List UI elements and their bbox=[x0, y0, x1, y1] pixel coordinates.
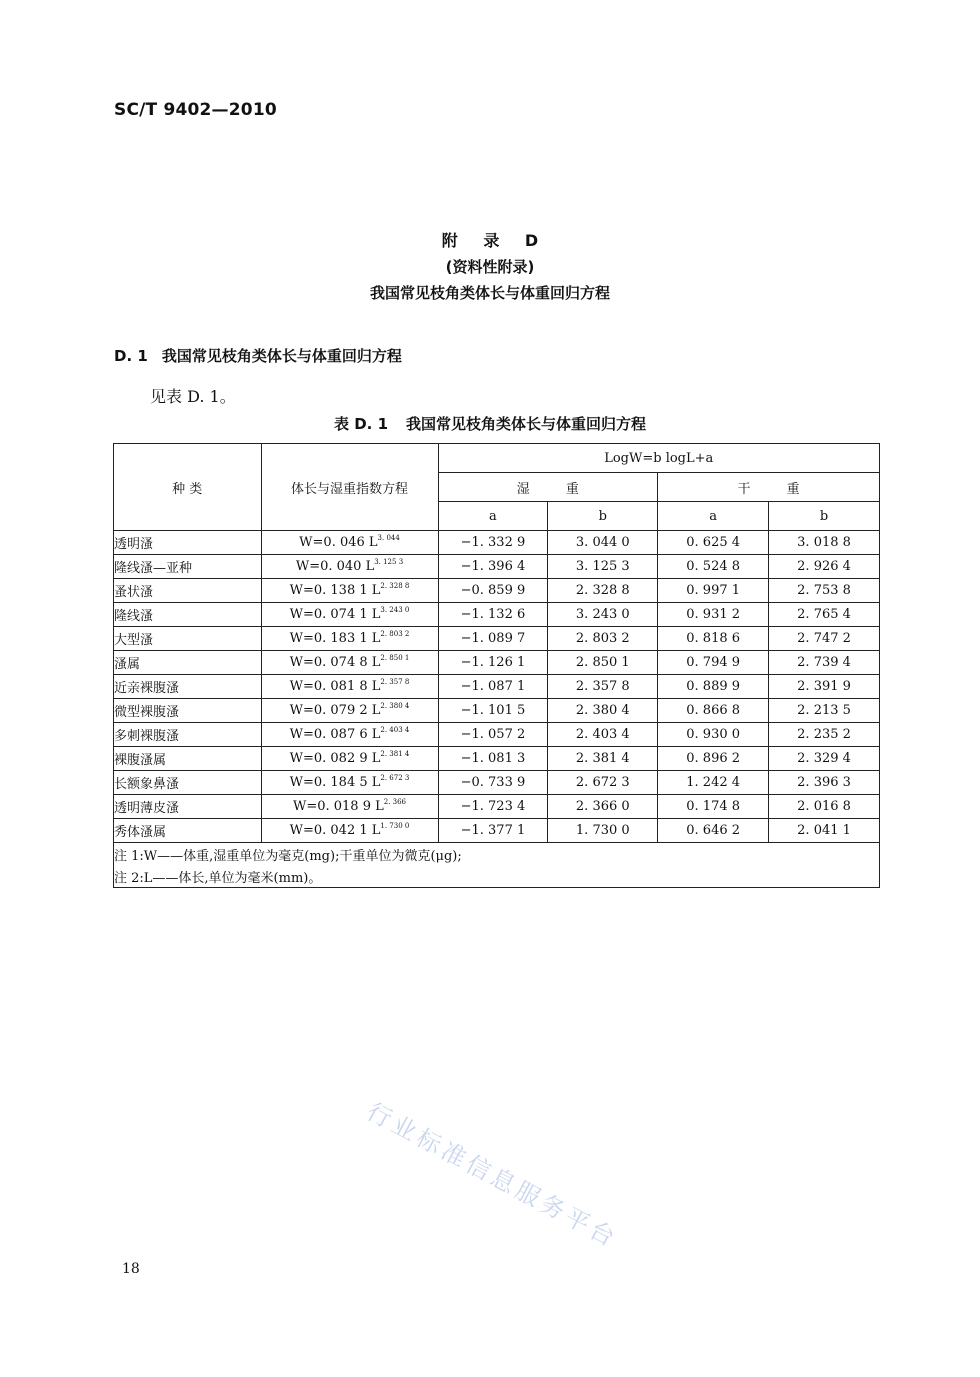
table-note-1: 注 1:W——体重,湿重单位为毫克(mg);干重单位为微克(μg); bbox=[114, 843, 880, 866]
equation-cell: W=0. 074 1 $L^{3. 243 0}$ bbox=[261, 603, 438, 627]
table-row bbox=[114, 723, 880, 747]
appendix-title: 附 录 D bbox=[441, 231, 549, 250]
table-row bbox=[114, 795, 880, 819]
wet-b-cell: 1. 730 0 bbox=[548, 819, 658, 843]
wet-b-cell: 2. 366 0 bbox=[548, 795, 658, 819]
dry-b-cell: 2. 926 4 bbox=[769, 555, 880, 579]
dry-b-cell: 2. 753 8 bbox=[769, 579, 880, 603]
species-cell: 溞属 bbox=[114, 651, 262, 675]
species-cell: 隆线溞—亚种 bbox=[114, 555, 262, 579]
wet-b-cell: 2. 328 8 bbox=[548, 579, 658, 603]
equation-cell: W=0. 087 6 $L^{2. 403 4}$ bbox=[261, 723, 438, 747]
wet-a-cell: −1. 377 1 bbox=[438, 819, 548, 843]
wet-a-cell: −1. 087 1 bbox=[438, 675, 548, 699]
wet-b-cell: 2. 803 2 bbox=[548, 627, 658, 651]
dry-b-cell: 2. 747 2 bbox=[769, 627, 880, 651]
dry-a-cell: 0. 818 6 bbox=[658, 627, 769, 651]
species-cell: 透明薄皮溞 bbox=[114, 795, 262, 819]
dry-b-cell: 2. 391 9 bbox=[769, 675, 880, 699]
equation-cell: W=0. 042 1 $L^{1. 730 0}$ bbox=[261, 819, 438, 843]
table-caption-title: 我国常见枝角类体长与体重回归方程 bbox=[406, 415, 647, 433]
equation-cell: W=0. 138 1 $L^{2. 328 8}$ bbox=[261, 579, 438, 603]
dry-a-cell: 0. 625 4 bbox=[658, 531, 769, 555]
wet-a-cell: −1. 101 5 bbox=[438, 699, 548, 723]
dry-a-cell: 0. 889 9 bbox=[658, 675, 769, 699]
section-title: 我国常见枝角类体长与体重回归方程 bbox=[161, 347, 402, 365]
header-wet-b: b bbox=[548, 502, 658, 531]
wet-b-cell: 2. 381 4 bbox=[548, 747, 658, 771]
header-dry-b: b bbox=[769, 502, 880, 531]
equation-cell: W=0. 081 8 $L^{2. 357 8}$ bbox=[261, 675, 438, 699]
dry-a-cell: 0. 896 2 bbox=[658, 747, 769, 771]
wet-b-cell: 2. 380 4 bbox=[548, 699, 658, 723]
species-cell: 秀体溞属 bbox=[114, 819, 262, 843]
dry-a-cell: 0. 930 0 bbox=[658, 723, 769, 747]
dry-a-cell: 0. 997 1 bbox=[658, 579, 769, 603]
watermark: 行业标准信息服务平台 bbox=[362, 1097, 623, 1254]
wet-b-cell: 2. 672 3 bbox=[548, 771, 658, 795]
dry-a-cell: 0. 646 2 bbox=[658, 819, 769, 843]
dry-b-cell: 2. 041 1 bbox=[769, 819, 880, 843]
wet-b-cell: 2. 850 1 bbox=[548, 651, 658, 675]
equation-cell: W=0. 079 2 $L^{2. 380 4}$ bbox=[261, 699, 438, 723]
dry-b-cell: 2. 396 3 bbox=[769, 771, 880, 795]
table-note-row bbox=[114, 865, 880, 888]
header-dry-weight: 干 重 bbox=[658, 473, 880, 502]
wet-b-cell: 2. 403 4 bbox=[548, 723, 658, 747]
equation-cell: W=0. 040 $L^{3. 125 3}$ bbox=[261, 555, 438, 579]
page-number: 18 bbox=[122, 1261, 140, 1277]
dry-b-cell: 2. 739 4 bbox=[769, 651, 880, 675]
dry-b-cell: 2. 765 4 bbox=[769, 603, 880, 627]
species-cell: 透明溞 bbox=[114, 531, 262, 555]
standard-code: SC/T 9402—2010 bbox=[114, 100, 277, 120]
wet-a-cell: −1. 132 6 bbox=[438, 603, 548, 627]
table-note-2: 注 2:L——体长,单位为毫米(mm)。 bbox=[114, 865, 880, 888]
equation-cell: W=0. 074 8 $L^{2. 850 1}$ bbox=[261, 651, 438, 675]
species-cell: 大型溞 bbox=[114, 627, 262, 651]
species-cell: 长额象鼻溞 bbox=[114, 771, 262, 795]
table-row bbox=[114, 675, 880, 699]
appendix-name: 我国常见枝角类体长与体重回归方程 bbox=[369, 284, 610, 302]
equation-cell: W=0. 183 1 $L^{2. 803 2}$ bbox=[261, 627, 438, 651]
species-cell: 蚤状溞 bbox=[114, 579, 262, 603]
wet-a-cell: −1. 332 9 bbox=[438, 531, 548, 555]
dry-a-cell: 0. 524 8 bbox=[658, 555, 769, 579]
section-body-text: 见表 D. 1。 bbox=[150, 387, 236, 406]
section-heading bbox=[114, 345, 402, 366]
wet-b-cell: 3. 044 0 bbox=[548, 531, 658, 555]
species-cell: 隆线溞 bbox=[114, 603, 262, 627]
table-row bbox=[114, 699, 880, 723]
dry-b-cell: 2. 213 5 bbox=[769, 699, 880, 723]
equation-cell: W=0. 018 9 $L^{2. 366}$ bbox=[261, 795, 438, 819]
table-caption bbox=[0, 413, 980, 434]
table-row bbox=[114, 747, 880, 771]
species-cell: 多刺裸腹溞 bbox=[114, 723, 262, 747]
wet-a-cell: −1. 126 1 bbox=[438, 651, 548, 675]
header-equation: 体长与湿重指数方程 bbox=[261, 444, 438, 531]
table-row bbox=[114, 627, 880, 651]
table-row bbox=[114, 819, 880, 843]
wet-a-cell: −1. 057 2 bbox=[438, 723, 548, 747]
header-species: 种 类 bbox=[114, 444, 262, 531]
table-row bbox=[114, 531, 880, 555]
equation-cell: W=0. 082 9 $L^{2. 381 4}$ bbox=[261, 747, 438, 771]
wet-a-cell: −1. 396 4 bbox=[438, 555, 548, 579]
dry-a-cell: 0. 174 8 bbox=[658, 795, 769, 819]
table-note-row bbox=[114, 843, 880, 866]
species-cell: 裸腹溞属 bbox=[114, 747, 262, 771]
table-row bbox=[114, 555, 880, 579]
dry-a-cell: 1. 242 4 bbox=[658, 771, 769, 795]
wet-a-cell: −0. 733 9 bbox=[438, 771, 548, 795]
regression-table bbox=[113, 443, 880, 888]
wet-b-cell: 3. 125 3 bbox=[548, 555, 658, 579]
dry-b-cell: 3. 018 8 bbox=[769, 531, 880, 555]
dry-b-cell: 2. 016 8 bbox=[769, 795, 880, 819]
wet-a-cell: −0. 859 9 bbox=[438, 579, 548, 603]
section-number: D. 1 bbox=[114, 347, 148, 365]
dry-b-cell: 2. 235 2 bbox=[769, 723, 880, 747]
table-caption-number: 表 D. 1 bbox=[333, 415, 388, 433]
header-wet-weight: 湿 重 bbox=[438, 473, 658, 502]
species-cell: 微型裸腹溞 bbox=[114, 699, 262, 723]
wet-b-cell: 2. 357 8 bbox=[548, 675, 658, 699]
wet-a-cell: −1. 081 3 bbox=[438, 747, 548, 771]
header-dry-a: a bbox=[658, 502, 769, 531]
table-row bbox=[114, 651, 880, 675]
dry-a-cell: 0. 866 8 bbox=[658, 699, 769, 723]
wet-a-cell: −1. 089 7 bbox=[438, 627, 548, 651]
wet-b-cell: 3. 243 0 bbox=[548, 603, 658, 627]
table-row bbox=[114, 771, 880, 795]
equation-cell: W=0. 046 $L^{3. 044}$ bbox=[261, 531, 438, 555]
table-row bbox=[114, 603, 880, 627]
wet-a-cell: −1. 723 4 bbox=[438, 795, 548, 819]
dry-a-cell: 0. 794 9 bbox=[658, 651, 769, 675]
appendix-nature: (资料性附录) bbox=[445, 258, 535, 276]
equation-cell: W=0. 184 5 $L^{2. 672 3}$ bbox=[261, 771, 438, 795]
header-formula: LogW=b logL+a bbox=[438, 444, 880, 473]
dry-b-cell: 2. 329 4 bbox=[769, 747, 880, 771]
table-row bbox=[114, 579, 880, 603]
species-cell: 近亲裸腹溞 bbox=[114, 675, 262, 699]
header-wet-a: a bbox=[438, 502, 548, 531]
dry-a-cell: 0. 931 2 bbox=[658, 603, 769, 627]
